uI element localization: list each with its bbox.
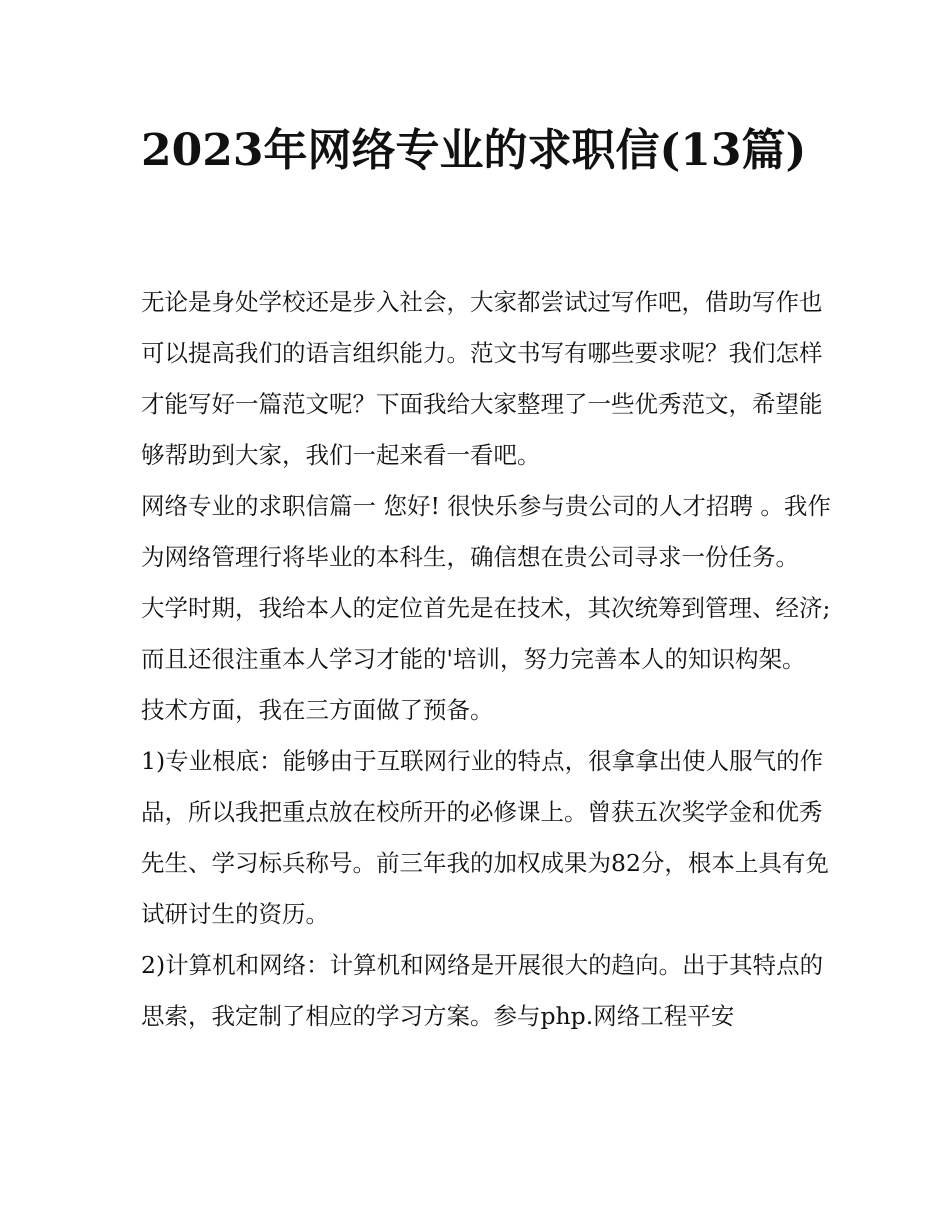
paragraph-greeting: 网络专业的求职信篇一 您好! 很快乐参与贵公司的人才招聘 。我作为网络管理行将毕业的本科生，确信想在贵公司寻求一份任务。 xyxy=(141,492,831,571)
paragraph-intro: 无论是身处学校还是步入社会，大家都尝试过写作吧，借助写作也可以提高我们的语言组织能力。范文书写有哪些要求呢？我们怎样才能写好一篇范文呢？下面我给大家整理了一些优秀范文，希望能够帮助到大家，我们一起来看一看吧。 xyxy=(141,288,823,469)
document-title: 2023年网络专业的求职信(13篇) xyxy=(141,125,807,176)
paragraph-computer-network: 2)计算机和网络：计算机和网络是开展很大的趋向。出于其特点的思索，我定制了相应的学习方案。参与php.网络工程平安 xyxy=(141,951,824,1030)
paragraph-college-positioning: 大学时期，我给本人的定位首先是在技术，其次统筹到管理、经济;而且还很注重本人学习才能的'培训，努力完善本人的知识构架。 技术方面，我在三方面做了预备。 xyxy=(141,594,831,724)
paragraph-professional-foundation: 1)专业根底：能够由于互联网行业的特点，很拿拿出使人服气的作品，所以我把重点放在校所开的必修课上。曾获五次奖学金和优秀先生、学习标兵称号。前三年我的加权成果为82分，根本上具有免试研讨生的资历。 xyxy=(141,747,829,928)
document-body xyxy=(141,277,831,1042)
